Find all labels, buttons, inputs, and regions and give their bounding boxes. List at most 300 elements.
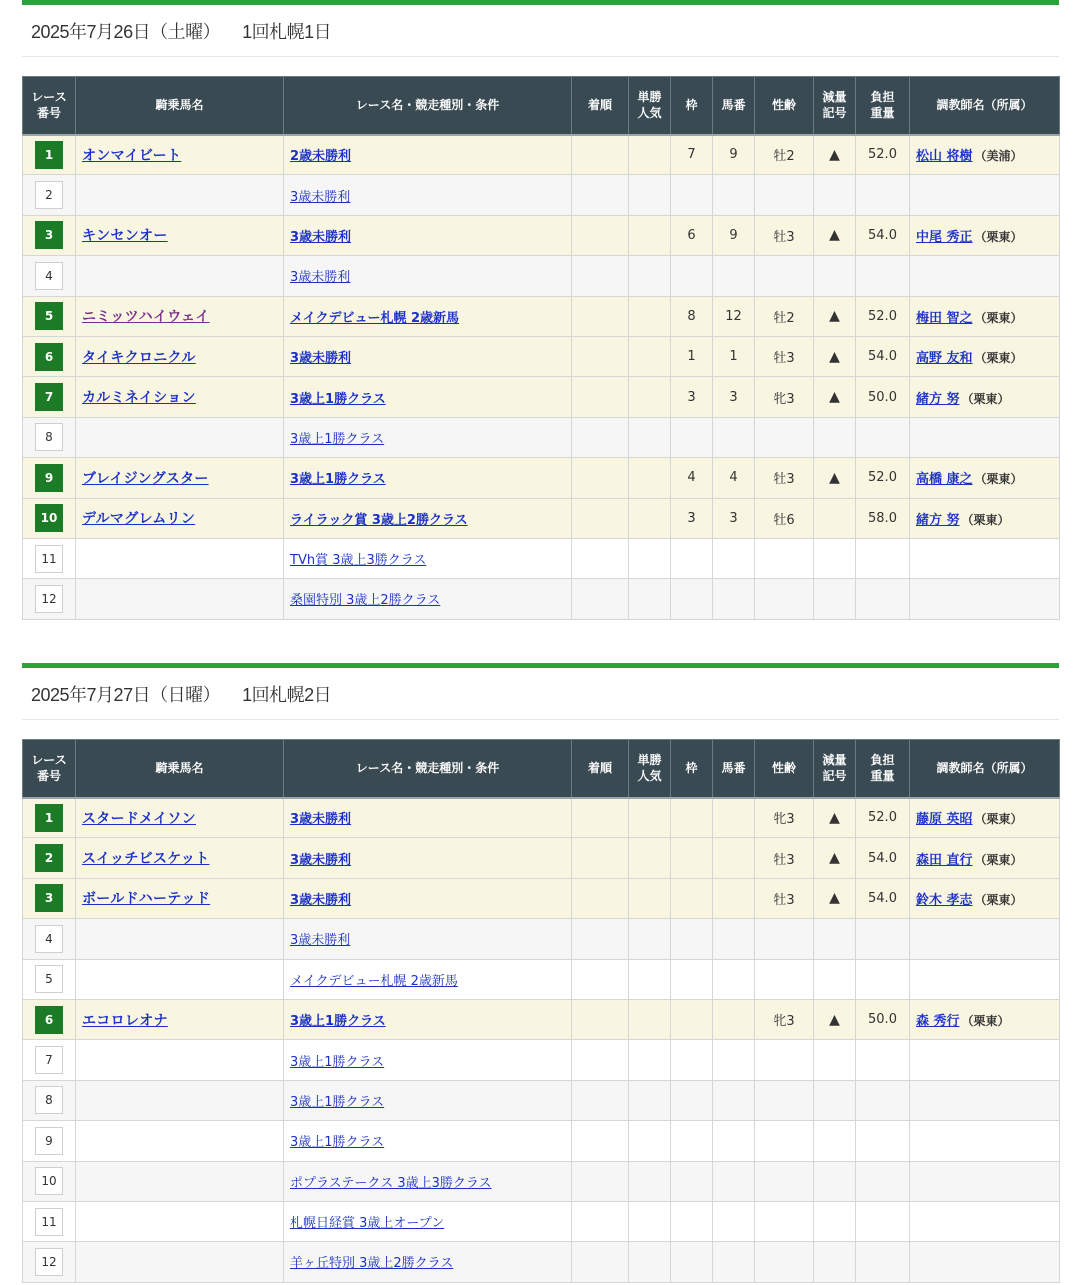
- trainer-link[interactable]: 緒方 努: [916, 512, 960, 528]
- popularity-cell: [629, 878, 671, 918]
- sex-age-value: 牡6: [773, 512, 795, 528]
- horse-number-cell: [713, 1040, 755, 1080]
- race-name-link[interactable]: 3歳上1勝クラス: [290, 472, 386, 488]
- finish-cell: [572, 377, 629, 417]
- race-number-badge: 6: [35, 1006, 63, 1034]
- weight-cell: [856, 417, 910, 457]
- sex-age-value: 牡3: [773, 472, 795, 488]
- race-cell: [284, 175, 572, 215]
- horse-name-link[interactable]: カルミネイション: [82, 390, 196, 407]
- horse-number-cell: [713, 538, 755, 578]
- reduction-mark-cell: [814, 579, 856, 619]
- horse-cell: [76, 135, 284, 175]
- weight-value: 54.0: [868, 890, 897, 906]
- reduction-mark: ▲: [829, 227, 840, 244]
- finish-cell: [572, 1201, 629, 1241]
- race-number-badge: 4: [35, 925, 63, 953]
- race-number-badge: 10: [35, 504, 63, 532]
- race-name-link[interactable]: メイクデビュー札幌 2歳新馬: [290, 973, 458, 989]
- reduction-mark-cell: [814, 959, 856, 999]
- horse-number-cell: [713, 135, 755, 175]
- reduction-mark: ▲: [829, 308, 840, 325]
- reduction-mark-cell: [814, 135, 856, 175]
- race-name-link[interactable]: ライラック賞 3歳上2勝クラス: [290, 512, 468, 528]
- race-number-badge: 1: [35, 141, 63, 169]
- sex-age-cell: [755, 498, 814, 538]
- weight-cell: [856, 538, 910, 578]
- popularity-cell: [629, 458, 671, 498]
- race-number-badge: 9: [35, 1127, 63, 1155]
- frame-cell: [671, 1080, 713, 1120]
- race-row: [23, 999, 1060, 1039]
- race-row: [23, 1161, 1060, 1201]
- frame-value: 3: [687, 389, 696, 405]
- horse-name-link[interactable]: タイキクロニクル: [82, 349, 196, 366]
- race-number-cell: [23, 878, 76, 918]
- sex-age-cell: [755, 336, 814, 376]
- race-name-link[interactable]: 3歳未勝利: [290, 189, 351, 205]
- race-cell: [284, 579, 572, 619]
- weight-cell: [856, 1121, 910, 1161]
- reduction-mark-cell: [814, 1121, 856, 1161]
- weight-cell: [856, 919, 910, 959]
- col-race: レース名・競走種別・条件: [284, 77, 572, 135]
- frame-cell: [671, 959, 713, 999]
- race-row: [23, 1080, 1060, 1120]
- sex-age-cell: [755, 377, 814, 417]
- race-name-link[interactable]: 3歳上1勝クラス: [290, 431, 385, 447]
- race-row: [23, 458, 1060, 498]
- horse-cell: [76, 919, 284, 959]
- race-number-badge: 2: [35, 844, 63, 872]
- horse-cell: [76, 377, 284, 417]
- race-row: [23, 798, 1060, 838]
- frame-cell: [671, 1121, 713, 1161]
- horse-name-link[interactable]: デルマグレムリン: [82, 511, 196, 528]
- reduction-mark: ▲: [829, 890, 840, 907]
- reduction-mark: ▲: [829, 850, 840, 867]
- trainer-link[interactable]: 松山 将樹: [916, 149, 973, 165]
- weight-cell: [856, 135, 910, 175]
- trainer-affiliation: （栗東）: [961, 391, 1010, 406]
- sex-age-cell: [755, 798, 814, 838]
- trainer-affiliation: （栗東）: [974, 310, 1023, 325]
- horse-cell: [76, 1080, 284, 1120]
- horse-number-cell: [713, 296, 755, 336]
- finish-cell: [572, 1242, 629, 1282]
- sex-age-value: 牡3: [773, 892, 795, 908]
- race-row: [23, 417, 1060, 457]
- reduction-mark-cell: [814, 296, 856, 336]
- col-reduction-mark: 減量 記号: [814, 77, 856, 135]
- trainer-cell: [910, 579, 1060, 619]
- race-number-cell: [23, 296, 76, 336]
- popularity-cell: [629, 1201, 671, 1241]
- reduction-mark-cell: [814, 878, 856, 918]
- weight-cell: [856, 296, 910, 336]
- reduction-mark-cell: [814, 1040, 856, 1080]
- trainer-link[interactable]: 高橋 康之: [916, 472, 973, 488]
- horse-number-cell: [713, 336, 755, 376]
- race-cell: [284, 1242, 572, 1282]
- trainer-cell: [910, 959, 1060, 999]
- race-number-cell: [23, 999, 76, 1039]
- horse-name-link[interactable]: キンセンオー: [82, 228, 168, 245]
- sex-age-value: 牡3: [773, 229, 795, 245]
- race-number-cell: [23, 215, 76, 255]
- race-number-cell: [23, 579, 76, 619]
- frame-cell: [671, 579, 713, 619]
- horse-name-link[interactable]: オンマイビート: [82, 147, 182, 164]
- day-section-2: [22, 663, 1059, 1272]
- horse-number-cell: [713, 959, 755, 999]
- trainer-link[interactable]: 藤原 英昭: [916, 812, 973, 828]
- trainer-affiliation: （栗東）: [961, 512, 1010, 527]
- race-number-badge: 7: [35, 383, 63, 411]
- race-cell: [284, 256, 572, 296]
- popularity-cell: [629, 1121, 671, 1161]
- reduction-mark: ▲: [829, 1011, 840, 1028]
- race-number-badge: 3: [35, 221, 63, 249]
- horse-cell: [76, 878, 284, 918]
- race-number-cell: [23, 256, 76, 296]
- trainer-cell: [910, 296, 1060, 336]
- race-name-link[interactable]: 札幌日経賞 3歳上オープン: [290, 1216, 445, 1232]
- finish-cell: [572, 215, 629, 255]
- trainer-link[interactable]: 森田 直行: [916, 852, 973, 868]
- finish-cell: [572, 999, 629, 1039]
- reduction-mark-cell: [814, 215, 856, 255]
- race-cell: [284, 135, 572, 175]
- race-name-link[interactable]: 桑園特別 3歳上2勝クラス: [290, 593, 441, 609]
- race-number-cell: [23, 959, 76, 999]
- horse-cell: [76, 999, 284, 1039]
- race-name-link[interactable]: メイクデビュー札幌 2歳新馬: [290, 310, 460, 326]
- horse-number-value: 9: [729, 227, 738, 243]
- race-name-link[interactable]: 3歳未勝利: [290, 852, 352, 868]
- race-number-badge: 11: [35, 1208, 63, 1236]
- frame-cell: [671, 999, 713, 1039]
- race-cell: [284, 377, 572, 417]
- sex-age-value: 牡3: [773, 852, 795, 868]
- trainer-cell: [910, 417, 1060, 457]
- trainer-link[interactable]: 梅田 智之: [916, 310, 973, 326]
- race-row: [23, 498, 1060, 538]
- day-heading: [22, 668, 1059, 720]
- weight-value: 54.0: [868, 227, 897, 243]
- finish-cell: [572, 256, 629, 296]
- popularity-cell: [629, 1080, 671, 1120]
- weight-value: 52.0: [868, 308, 897, 324]
- weight-cell: [856, 959, 910, 999]
- popularity-cell: [629, 1161, 671, 1201]
- finish-cell: [572, 336, 629, 376]
- horse-number-value: 9: [729, 147, 738, 163]
- race-number-badge: 7: [35, 1046, 63, 1074]
- finish-cell: [572, 838, 629, 878]
- horse-number-cell: [713, 999, 755, 1039]
- race-row: [23, 1121, 1060, 1161]
- horse-name-link[interactable]: ブレイジングスター: [82, 470, 209, 487]
- horse-number-cell: [713, 798, 755, 838]
- race-number-badge: 6: [35, 343, 63, 371]
- race-row: [23, 215, 1060, 255]
- trainer-cell: [910, 175, 1060, 215]
- race-number-badge: 11: [35, 545, 63, 573]
- horse-cell: [76, 959, 284, 999]
- trainer-cell: [910, 1161, 1060, 1201]
- race-name-link[interactable]: ポプラステークス 3歳上3勝クラス: [290, 1175, 492, 1191]
- trainer-cell: [910, 878, 1060, 918]
- race-name-link[interactable]: 3歳上1勝クラス: [290, 391, 386, 407]
- trainer-link[interactable]: 緒方 努: [916, 391, 960, 407]
- col-reduction-mark: 減量 記号: [814, 740, 856, 798]
- popularity-cell: [629, 417, 671, 457]
- reduction-mark: ▲: [829, 389, 840, 406]
- col-popularity: 単勝 人気: [629, 77, 671, 135]
- trainer-affiliation: （栗東）: [974, 229, 1023, 244]
- horse-number-cell: [713, 175, 755, 215]
- sex-age-cell: [755, 838, 814, 878]
- horse-number-cell: [713, 919, 755, 959]
- sex-age-cell: [755, 919, 814, 959]
- popularity-cell: [629, 798, 671, 838]
- race-name-link[interactable]: TVh賞 3歳上3勝クラス: [290, 553, 427, 569]
- race-row: [23, 1242, 1060, 1282]
- frame-value: 3: [687, 510, 696, 526]
- popularity-cell: [629, 336, 671, 376]
- race-row: [23, 336, 1060, 376]
- col-weight: 負担 重量: [856, 77, 910, 135]
- trainer-cell: [910, 1080, 1060, 1120]
- race-name-link[interactable]: 3歳未勝利: [290, 229, 352, 245]
- race-cell: [284, 1040, 572, 1080]
- col-finish: 着順: [572, 740, 629, 798]
- race-cell: [284, 1201, 572, 1241]
- sex-age-value: 牡3: [773, 351, 795, 367]
- finish-cell: [572, 498, 629, 538]
- popularity-cell: [629, 256, 671, 296]
- race-name-link[interactable]: 3歳上1勝クラス: [290, 1094, 385, 1110]
- frame-cell: [671, 1040, 713, 1080]
- trainer-link[interactable]: 森 秀行: [916, 1014, 960, 1030]
- race-row: [23, 175, 1060, 215]
- trainer-cell: [910, 919, 1060, 959]
- sex-age-cell: [755, 215, 814, 255]
- sex-age-cell: [755, 538, 814, 578]
- finish-cell: [572, 135, 629, 175]
- weight-value: 52.0: [868, 147, 897, 163]
- trainer-affiliation: （栗東）: [974, 351, 1023, 366]
- horse-number-value: 1: [729, 349, 738, 365]
- horse-number-cell: [713, 1121, 755, 1161]
- col-trainer: 調教師名（所属）: [910, 77, 1060, 135]
- col-horse: 騎乗馬名: [76, 77, 284, 135]
- race-number-cell: [23, 417, 76, 457]
- horse-number-cell: [713, 215, 755, 255]
- race-name-link[interactable]: 3歳上1勝クラス: [290, 1054, 385, 1070]
- trainer-link[interactable]: 中尾 秀正: [916, 229, 973, 245]
- trainer-cell: [910, 538, 1060, 578]
- race-number-cell: [23, 538, 76, 578]
- race-cell: [284, 798, 572, 838]
- race-number-badge: 12: [35, 585, 63, 613]
- race-row: [23, 135, 1060, 175]
- reduction-mark: ▲: [829, 809, 840, 826]
- race-row: [23, 256, 1060, 296]
- race-number-cell: [23, 135, 76, 175]
- race-number-badge: 10: [35, 1167, 63, 1195]
- reduction-mark-cell: [814, 1201, 856, 1241]
- race-name-link[interactable]: 3歳未勝利: [290, 351, 352, 367]
- frame-cell: [671, 538, 713, 578]
- frame-cell: [671, 215, 713, 255]
- horse-name-link[interactable]: ニミッツハイウェイ: [82, 309, 210, 326]
- col-frame: 枠: [671, 77, 713, 135]
- race-cell: [284, 336, 572, 376]
- race-name-link[interactable]: 羊ヶ丘特別 3歳上2勝クラス: [290, 1256, 454, 1272]
- frame-cell: [671, 919, 713, 959]
- finish-cell: [572, 1040, 629, 1080]
- race-name-link[interactable]: 3歳未勝利: [290, 933, 351, 949]
- finish-cell: [572, 798, 629, 838]
- race-cell: [284, 1121, 572, 1161]
- finish-cell: [572, 417, 629, 457]
- race-cell: [284, 538, 572, 578]
- reduction-mark-cell: [814, 1242, 856, 1282]
- frame-cell: [671, 1161, 713, 1201]
- race-name-link[interactable]: 3歳未勝利: [290, 892, 352, 908]
- race-name-link[interactable]: 2歳未勝利: [290, 149, 352, 165]
- weight-cell: [856, 1242, 910, 1282]
- weight-cell: [856, 336, 910, 376]
- race-name-link[interactable]: 3歳未勝利: [290, 812, 352, 828]
- race-number-cell: [23, 1161, 76, 1201]
- race-number-cell: [23, 336, 76, 376]
- trainer-cell: [910, 1201, 1060, 1241]
- finish-cell: [572, 458, 629, 498]
- race-cell: [284, 417, 572, 457]
- weight-value: 54.0: [868, 850, 897, 866]
- frame-cell: [671, 417, 713, 457]
- race-number-badge: 2: [35, 181, 63, 209]
- col-horse-number: 馬番: [713, 740, 755, 798]
- frame-value: 8: [687, 308, 696, 324]
- race-number-badge: 3: [35, 884, 63, 912]
- sex-age-cell: [755, 1121, 814, 1161]
- reduction-mark-cell: [814, 538, 856, 578]
- race-name-link[interactable]: 3歳未勝利: [290, 270, 351, 286]
- race-number-badge: 1: [35, 804, 63, 832]
- horse-number-cell: [713, 1201, 755, 1241]
- race-name-link[interactable]: 3歳上1勝クラス: [290, 1135, 385, 1151]
- day-date: 2025年7月26日（土曜）: [31, 21, 221, 42]
- popularity-cell: [629, 296, 671, 336]
- horse-cell: [76, 1161, 284, 1201]
- sex-age-value: 牝3: [773, 812, 795, 828]
- col-popularity: 単勝 人気: [629, 740, 671, 798]
- race-cell: [284, 919, 572, 959]
- race-row: [23, 579, 1060, 619]
- popularity-cell: [629, 999, 671, 1039]
- reduction-mark-cell: [814, 336, 856, 376]
- reduction-mark-cell: [814, 1080, 856, 1120]
- sex-age-cell: [755, 458, 814, 498]
- horse-number-cell: [713, 579, 755, 619]
- trainer-link[interactable]: 高野 友和: [916, 351, 973, 367]
- reduction-mark-cell: [814, 798, 856, 838]
- race-number-badge: 9: [35, 464, 63, 492]
- col-weight: 負担 重量: [856, 740, 910, 798]
- race-name-link[interactable]: 3歳上1勝クラス: [290, 1014, 386, 1030]
- race-cell: [284, 296, 572, 336]
- sex-age-cell: [755, 999, 814, 1039]
- horse-cell: [76, 175, 284, 215]
- horse-number-cell: [713, 878, 755, 918]
- weight-value: 54.0: [868, 349, 897, 365]
- horse-name-link[interactable]: スタードメイソン: [82, 810, 196, 827]
- horse-cell: [76, 1040, 284, 1080]
- day-venue: 1回札幌1日: [242, 21, 332, 42]
- finish-cell: [572, 1161, 629, 1201]
- trainer-cell: [910, 1040, 1060, 1080]
- sex-age-value: 牡2: [773, 149, 795, 165]
- sex-age-cell: [755, 135, 814, 175]
- trainer-cell: [910, 999, 1060, 1039]
- horse-cell: [76, 1242, 284, 1282]
- horse-name-link[interactable]: スイッチビスケット: [82, 851, 210, 868]
- horse-number-value: 3: [729, 510, 738, 526]
- table-header-row: [23, 77, 1060, 135]
- race-row: [23, 959, 1060, 999]
- trainer-affiliation: （栗東）: [974, 812, 1023, 827]
- race-row: [23, 838, 1060, 878]
- horse-cell: [76, 417, 284, 457]
- trainer-cell: [910, 215, 1060, 255]
- horse-cell: [76, 498, 284, 538]
- sex-age-cell: [755, 959, 814, 999]
- sex-age-cell: [755, 1201, 814, 1241]
- weight-cell: [856, 377, 910, 417]
- sex-age-cell: [755, 175, 814, 215]
- trainer-cell: [910, 135, 1060, 175]
- reduction-mark-cell: [814, 458, 856, 498]
- popularity-cell: [629, 1242, 671, 1282]
- race-cell: [284, 215, 572, 255]
- finish-cell: [572, 878, 629, 918]
- horse-cell: [76, 1201, 284, 1241]
- frame-cell: [671, 336, 713, 376]
- horse-cell: [76, 215, 284, 255]
- weight-cell: [856, 838, 910, 878]
- popularity-cell: [629, 498, 671, 538]
- horse-name-link[interactable]: エコロレオナ: [82, 1012, 168, 1029]
- horse-name-link[interactable]: ボールドハーテッド: [82, 891, 211, 908]
- trainer-cell: [910, 1242, 1060, 1282]
- table-header-row: [23, 740, 1060, 798]
- reduction-mark-cell: [814, 377, 856, 417]
- popularity-cell: [629, 1040, 671, 1080]
- day-section-1: [22, 0, 1059, 609]
- race-number-cell: [23, 458, 76, 498]
- trainer-affiliation: （栗東）: [974, 892, 1023, 907]
- reduction-mark-cell: [814, 256, 856, 296]
- trainer-link[interactable]: 鈴木 孝志: [916, 892, 973, 908]
- reduction-mark-cell: [814, 838, 856, 878]
- col-race: レース名・競走種別・条件: [284, 740, 572, 798]
- weight-value: 52.0: [868, 470, 897, 486]
- frame-value: 7: [687, 147, 696, 163]
